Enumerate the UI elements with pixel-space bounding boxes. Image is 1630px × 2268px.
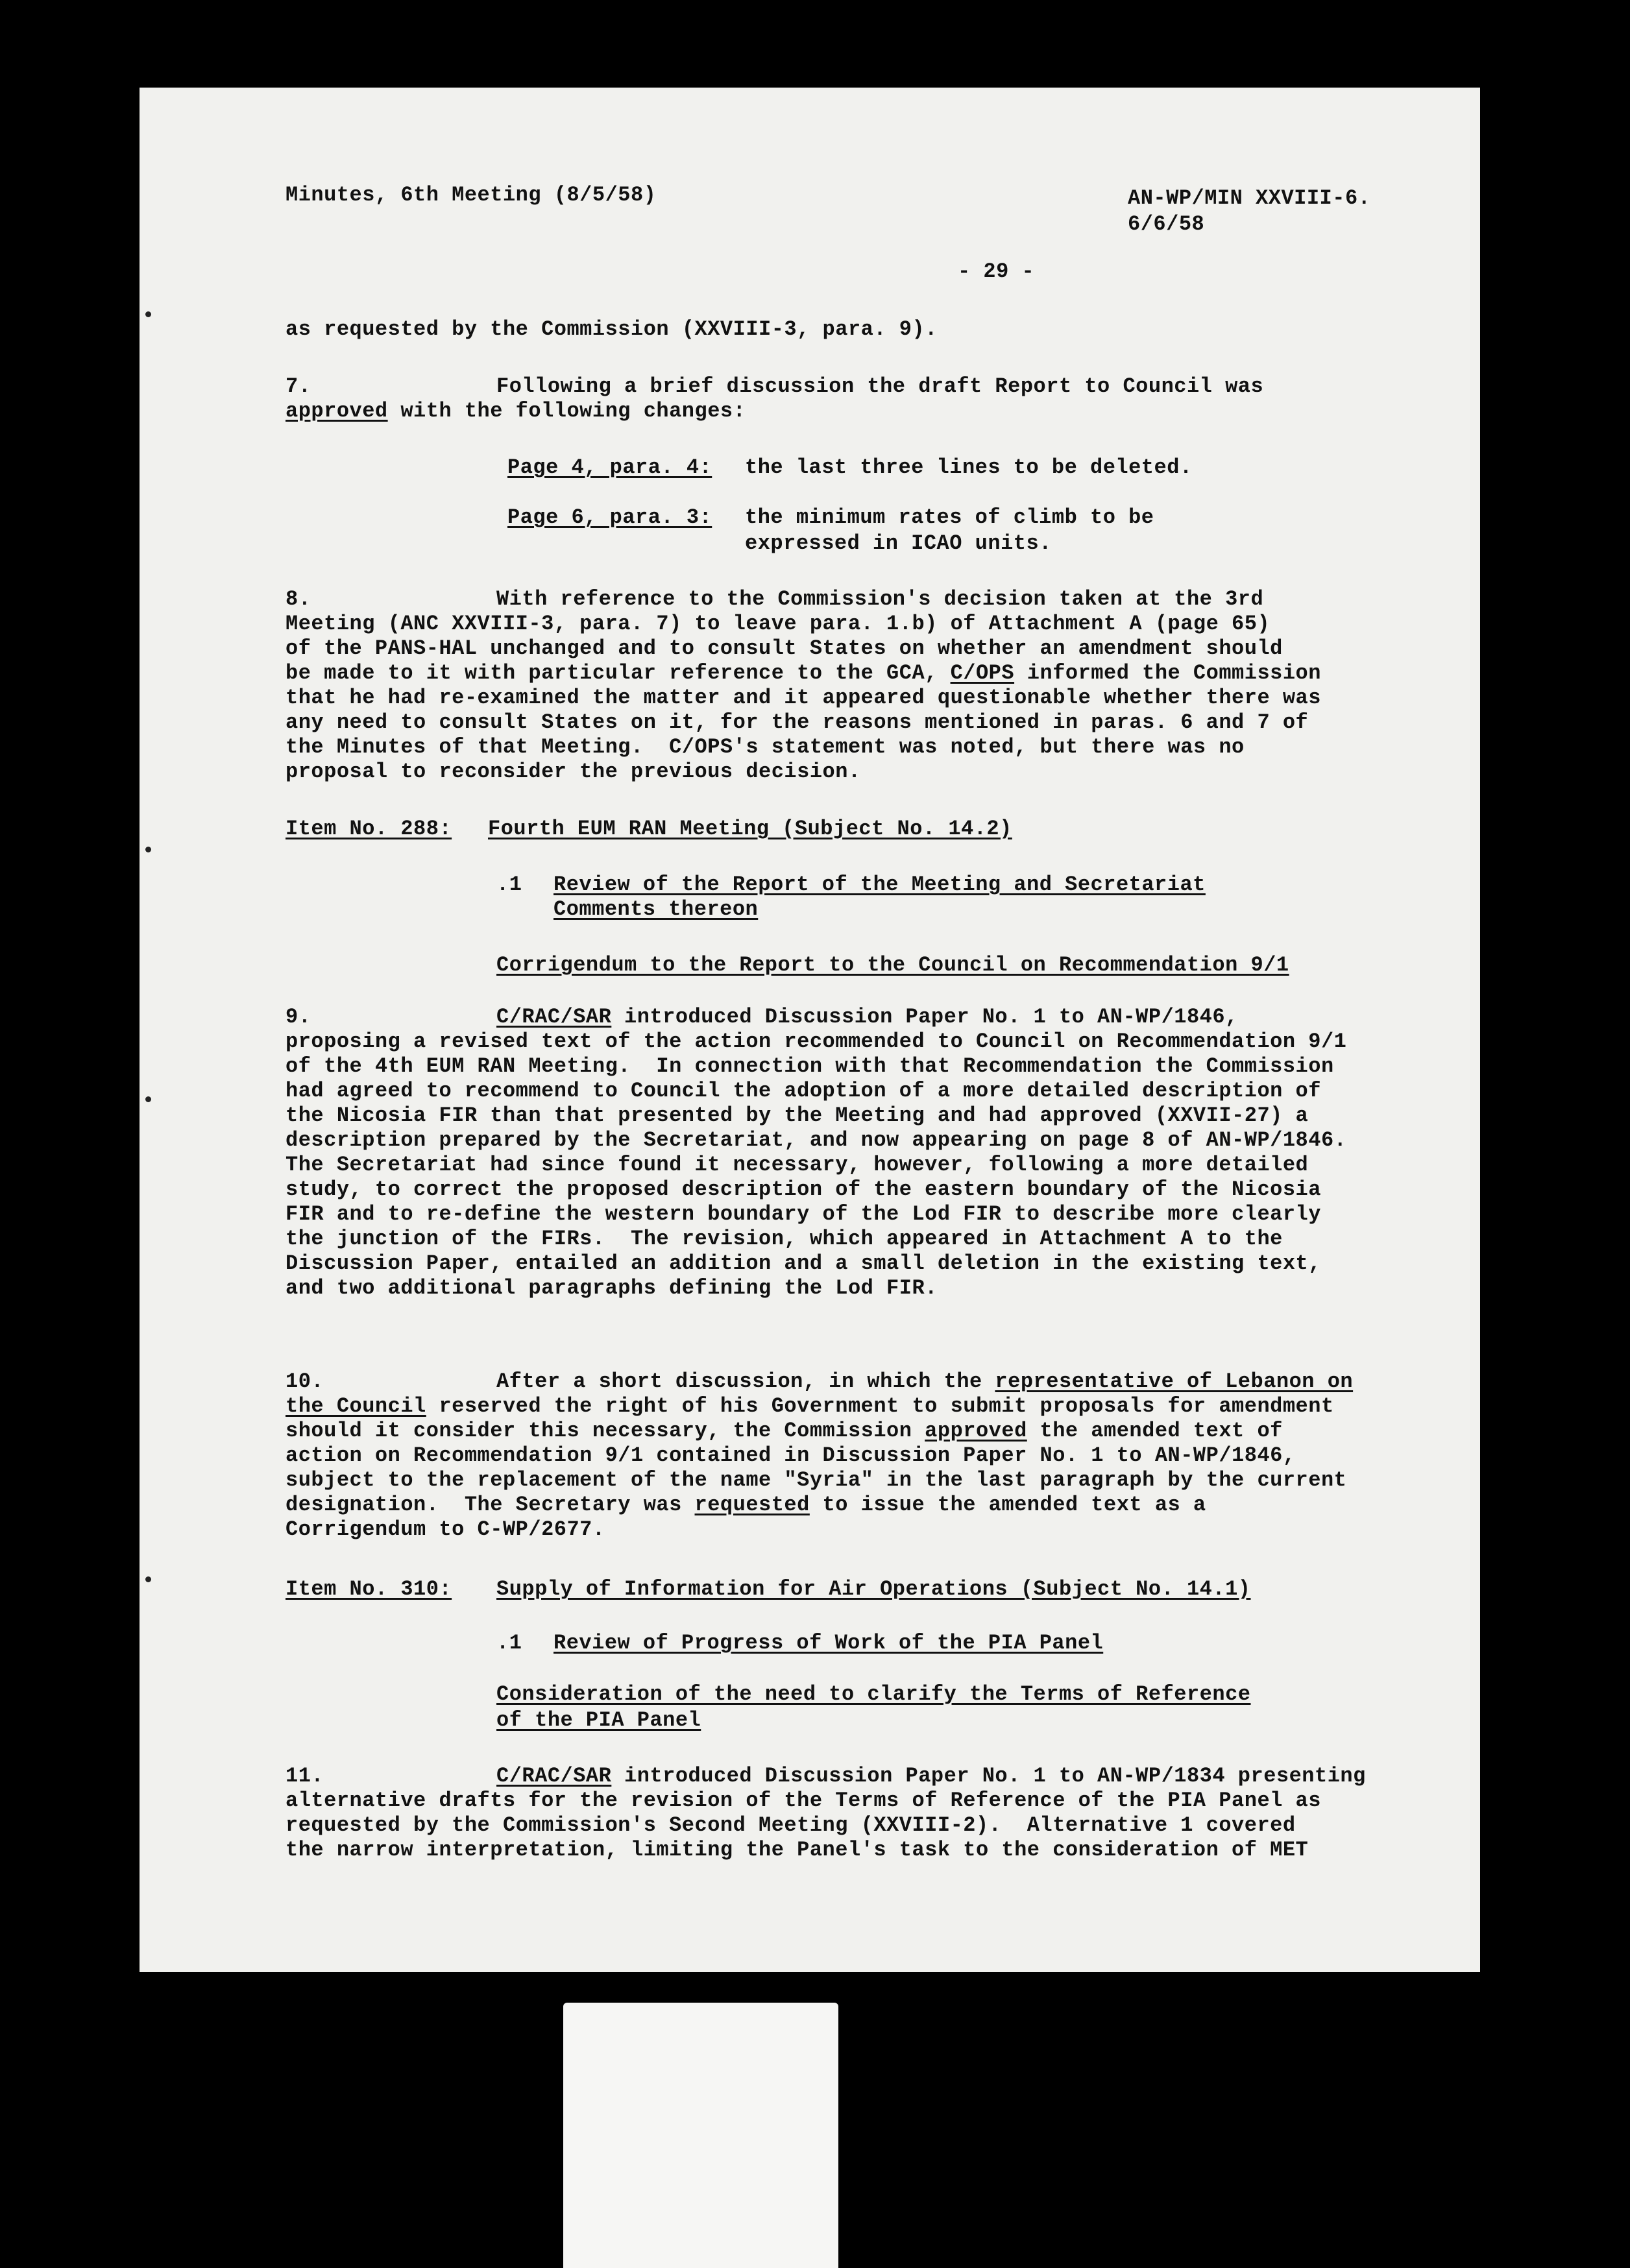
change-text: the last three lines to be deleted.	[745, 455, 1193, 479]
sub-item-title: Review of the Report of the Meeting and Secretariat	[553, 873, 1206, 897]
c-rac-sar-text: C/RAC/SAR	[496, 1764, 612, 1788]
lebanon-rep-text: representative of Lebanon on	[995, 1369, 1354, 1393]
paragraph-number: 8.	[286, 587, 311, 611]
paragraph-line	[496, 1766, 1366, 1787]
line-text: informed the Commission	[1014, 661, 1321, 685]
paragraph-line: and two additional paragraphs defining the Lod FIR.	[286, 1276, 938, 1300]
paragraph-line: the junction of the FIRs. The revision, which appeared in Attachment A to the	[286, 1227, 1283, 1251]
change-reference: Page 6, para. 3:	[507, 505, 712, 529]
header-left: Minutes, 6th Meeting (8/5/58)	[286, 183, 657, 207]
paragraph-line	[496, 1007, 1238, 1028]
paragraph-line: The Secretariat had since found it necessary, however, following a more detailed	[286, 1153, 1309, 1177]
document-reference: AN-WP/MIN XXVIII-6.	[1128, 186, 1371, 210]
paragraph-line: alternative drafts for the revision of the Terms of Reference of the PIA Panel as	[286, 1789, 1321, 1813]
approved-text: approved	[286, 399, 388, 423]
paragraph-line: the Minutes of that Meeting. C/OPS's statement was noted, but there was no	[286, 735, 1245, 759]
line-text: with the following changes:	[387, 399, 746, 423]
paragraph-line: action on Recommendation 9/1 contained in Discussion Paper No. 1 to AN-WP/1846,	[286, 1443, 1296, 1467]
item-label: Item No. 310:	[286, 1577, 452, 1601]
item-title: Fourth EUM RAN Meeting (Subject No. 14.2)	[488, 817, 1012, 841]
paragraph-line	[286, 1495, 1206, 1515]
c-ops-text: C/OPS	[950, 661, 1015, 685]
line-text: introduced Discussion Paper No. 1 to AN-WP/1834 presenting	[611, 1764, 1366, 1788]
paragraph-line: the narrow interpretation, limiting the Panel's task to the consideration of MET	[286, 1838, 1309, 1862]
line-text: designation. The Secretary was	[286, 1493, 695, 1517]
change-text: expressed in ICAO units.	[745, 531, 1052, 555]
paragraph-line: requested by the Commission's Second Meeting (XXVIII-2). Alternative 1 covered	[286, 1813, 1296, 1837]
paragraph-line: any need to consult States on it, for the reasons mentioned in paras. 6 and 7 of	[286, 710, 1309, 734]
section-heading: Consideration of the need to clarify the Terms of Reference	[496, 1682, 1251, 1706]
paragraph-line: that he had re-examined the matter and it appeared questionable whether there was	[286, 686, 1321, 710]
sub-item-number: .1	[496, 1631, 522, 1655]
paragraph-line	[286, 1421, 1283, 1442]
paragraph-line	[496, 1371, 1353, 1392]
paragraph-line: of the PANS-HAL unchanged and to consult States on whether an amendment should	[286, 636, 1283, 660]
paragraph-line: Corrigendum to C-WP/2677.	[286, 1517, 605, 1541]
change-reference: Page 4, para. 4:	[507, 455, 712, 479]
line-text: reserved the right of his Government to submit proposals for amendment	[426, 1394, 1334, 1418]
council-text: the Council	[286, 1394, 426, 1418]
paragraph-line: subject to the replacement of the name "Syria" in the last paragraph by the current	[286, 1468, 1347, 1492]
paragraph-number: 7.	[286, 374, 311, 398]
page-number: - 29 -	[958, 259, 1035, 284]
punch-mark	[145, 847, 151, 852]
paragraph-line: With reference to the Commission's decision taken at the 3rd	[496, 587, 1264, 611]
paragraph-number: 11.	[286, 1764, 324, 1788]
c-rac-sar-text: C/RAC/SAR	[496, 1005, 612, 1029]
requested-text: requested	[694, 1493, 810, 1517]
line-text: to issue the amended text as a	[809, 1493, 1206, 1517]
change-text: the minimum rates of climb to be	[745, 505, 1154, 529]
paragraph-line: the Nicosia FIR than that presented by the Meeting and had approved (XXVII-27) a	[286, 1104, 1309, 1128]
paragraph-line: of the 4th EUM RAN Meeting. In connection with that Recommendation the Commission	[286, 1054, 1334, 1078]
paragraph-line: had agreed to recommend to Council the adoption of a more detailed description of	[286, 1079, 1321, 1103]
paragraph-line	[286, 401, 746, 422]
paragraph-line: study, to correct the proposed description of the eastern boundary of the Nicosia	[286, 1177, 1321, 1201]
paragraph-line: description prepared by the Secretariat, and now appearing on page 8 of AN-WP/1846.	[286, 1128, 1347, 1152]
paragraph-line	[286, 1396, 1334, 1417]
line-text: be made to it with particular reference to the GCA,	[286, 661, 951, 685]
blank-card	[563, 2003, 838, 2268]
punch-mark	[145, 1096, 151, 1102]
paragraph-number: 10.	[286, 1369, 324, 1393]
paragraph-line: Discussion Paper, entailed an addition and a small deletion in the existing text,	[286, 1251, 1321, 1275]
section-heading: of the PIA Panel	[496, 1708, 701, 1732]
line-text: After a short discussion, in which the	[496, 1369, 995, 1393]
line-text: the amended text of	[1027, 1419, 1283, 1443]
punch-mark	[145, 311, 151, 317]
line-text: introduced Discussion Paper No. 1 to AN-WP/1846,	[611, 1005, 1238, 1029]
approved-text: approved	[925, 1419, 1027, 1443]
paragraph-line: Meeting (ANC XXVIII-3, para. 7) to leave para. 1.b) of Attachment A (page 65)	[286, 612, 1271, 636]
item-label: Item No. 288:	[286, 817, 452, 841]
punch-mark	[145, 1576, 151, 1582]
paragraph-line: as requested by the Commission (XXVIII-3, para. 9).	[286, 317, 938, 341]
paragraph-line	[286, 663, 1321, 684]
item-title: Supply of Information for Air Operations (Subject No. 14.1)	[496, 1577, 1251, 1601]
document-date: 6/6/58	[1128, 212, 1205, 236]
paragraph-line: proposal to reconsider the previous decision.	[286, 760, 861, 784]
paragraph-number: 9.	[286, 1005, 311, 1029]
paragraph-line: FIR and to re-define the western boundary of the Lod FIR to describe more clearly	[286, 1202, 1321, 1226]
line-text: should it consider this necessary, the Commission	[286, 1419, 925, 1443]
sub-item-title: Review of Progress of Work of the PIA Panel	[553, 1631, 1104, 1655]
sub-item-title: Comments thereon	[553, 897, 759, 921]
paragraph-line: Following a brief discussion the draft Report to Council was	[496, 374, 1264, 398]
section-heading: Corrigendum to the Report to the Council on Recommendation 9/1	[496, 953, 1289, 977]
paragraph-line: proposing a revised text of the action recommended to Council on Recommendation 9/1	[286, 1030, 1347, 1054]
sub-item-number: .1	[496, 873, 522, 897]
